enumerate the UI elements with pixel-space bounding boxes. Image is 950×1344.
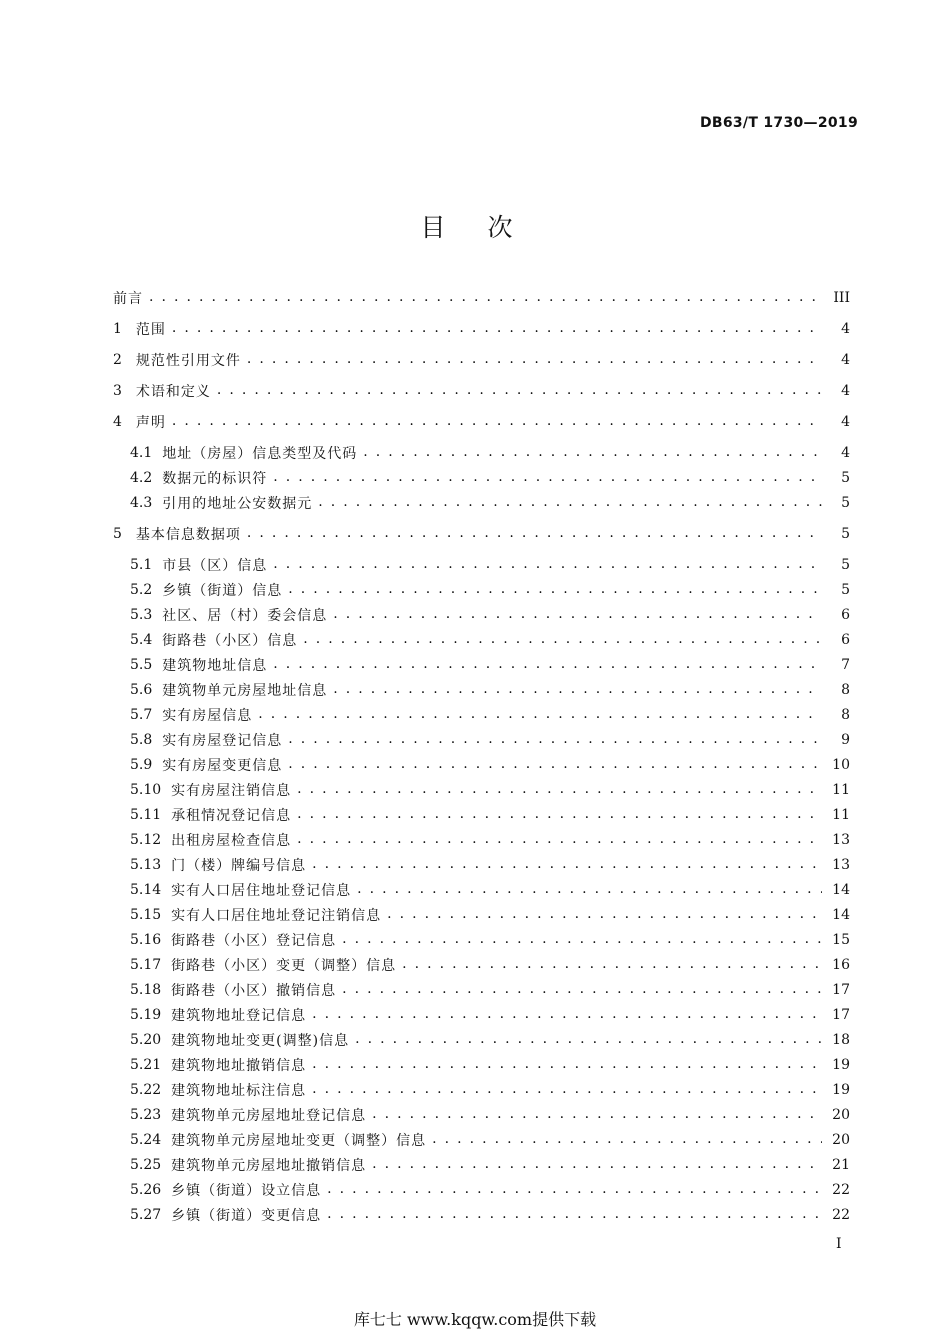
toc-entry-page: 11 [832, 781, 850, 798]
dot-leader [217, 378, 822, 403]
dot-leader [342, 977, 822, 1002]
toc-entry-number: 5.18 [130, 981, 162, 998]
toc-entry-page: 4 [841, 351, 850, 368]
toc-entry-label: 建筑物单元房屋地址信息 [162, 682, 328, 699]
toc-entry-number: 5.22 [130, 1081, 162, 1098]
page-number: I [836, 1236, 842, 1252]
toc-entry[interactable] [113, 1202, 850, 1227]
toc-entry-number: 5.8 [130, 731, 153, 748]
toc-entry[interactable] [113, 777, 850, 802]
toc-entry-label: 前言 [113, 290, 143, 307]
toc-entry-page: III [833, 289, 850, 306]
toc-entry-page: 8 [841, 681, 850, 698]
toc-entry[interactable] [113, 465, 850, 490]
toc-entry-number: 5.21 [130, 1056, 162, 1073]
dot-leader [273, 465, 822, 490]
toc-entry-number: 5.1 [130, 556, 153, 573]
toc-entry[interactable] [113, 977, 850, 1002]
toc-entry-page: 19 [832, 1081, 850, 1098]
toc-entry-label: 街路巷（小区）变更（调整）信息 [171, 957, 397, 974]
toc-entry-number: 5.26 [130, 1181, 162, 1198]
dot-leader [402, 952, 822, 977]
toc-entry-label: 建筑物地址标注信息 [171, 1082, 307, 1099]
dot-leader [288, 752, 822, 777]
dot-leader [363, 440, 822, 465]
toc-entry-number: 5.24 [130, 1131, 162, 1148]
toc-entry-number: 4.1 [130, 444, 153, 461]
toc-entry-label: 实有房屋登记信息 [162, 732, 283, 749]
toc-entry-number: 5.23 [130, 1106, 162, 1123]
dot-leader [318, 490, 822, 515]
toc-entry[interactable] [113, 702, 850, 727]
toc-entry-number: 5.15 [130, 906, 162, 923]
toc-entry[interactable] [113, 490, 850, 515]
toc-entry[interactable] [113, 1177, 850, 1202]
toc-entry-label: 范围 [135, 321, 166, 338]
toc-entry-page: 21 [832, 1156, 850, 1173]
toc-entry-number: 5.11 [130, 806, 162, 823]
dot-leader [372, 1102, 822, 1127]
toc-entry-label: 建筑物单元房屋地址登记信息 [171, 1107, 367, 1124]
toc-entry-label: 基本信息数据项 [135, 526, 241, 543]
toc-entry[interactable] [113, 316, 850, 341]
dot-leader [387, 902, 822, 927]
toc-entry-label: 数据元的标识符 [162, 470, 268, 487]
toc-entry-number: 3 [113, 382, 122, 399]
toc-entry-number: 5.14 [130, 881, 162, 898]
toc-entry-page: 20 [832, 1106, 850, 1123]
toc-entry[interactable] [113, 727, 850, 752]
toc-entry-page: 22 [832, 1206, 850, 1223]
toc-entry-page: 17 [832, 981, 850, 998]
toc-entry-number: 5.9 [130, 756, 153, 773]
toc-entry-number: 5.12 [130, 831, 162, 848]
standard-code: DB63/T 1730—2019 [699, 115, 858, 131]
toc-entry-page: 13 [832, 856, 850, 873]
dot-leader [432, 1127, 822, 1152]
toc-entry[interactable] [113, 440, 850, 465]
toc-entry-number: 4.2 [130, 469, 153, 486]
toc-entry[interactable] [113, 552, 850, 577]
toc-entry-page: 5 [841, 525, 850, 542]
dot-leader [288, 727, 822, 752]
toc-entry-page: 4 [841, 413, 850, 430]
toc-entry-number: 5.16 [130, 931, 162, 948]
toc-entry[interactable] [113, 1027, 850, 1052]
toc-entry-page: 13 [832, 831, 850, 848]
dot-leader [247, 521, 822, 546]
footer-watermark: 库七七 www.kqqw.com提供下载 [353, 1310, 597, 1329]
dot-leader [297, 777, 822, 802]
toc-entry[interactable] [113, 877, 850, 902]
dot-leader [333, 677, 822, 702]
toc-entry-page: 20 [832, 1131, 850, 1148]
toc-entry-label: 承租情况登记信息 [171, 807, 292, 824]
toc-entry-page: 14 [832, 881, 850, 898]
toc-entry-number: 2 [113, 351, 122, 368]
dot-leader [288, 577, 822, 602]
toc-entry-label: 街路巷（小区）登记信息 [171, 932, 337, 949]
toc-entry-number: 1 [113, 320, 122, 337]
toc-entry-number: 5.10 [130, 781, 162, 798]
toc-entry-number: 5.5 [130, 656, 153, 673]
toc-entry-label: 建筑物地址变更(调整)信息 [171, 1032, 350, 1049]
toc-entry[interactable] [113, 577, 850, 602]
dot-leader [312, 1002, 822, 1027]
toc-entry-page: 5 [841, 581, 850, 598]
toc-entry[interactable] [113, 752, 850, 777]
toc-entry-number: 4.3 [130, 494, 153, 511]
table-of-contents [113, 285, 850, 1227]
dot-leader [342, 927, 822, 952]
toc-entry[interactable] [113, 1102, 850, 1127]
dot-leader [149, 285, 822, 310]
toc-entry-number: 5 [113, 525, 122, 542]
toc-entry[interactable] [113, 1052, 850, 1077]
toc-entry-number: 5.17 [130, 956, 162, 973]
toc-entry-label: 建筑物单元房屋地址撤销信息 [171, 1157, 367, 1174]
dot-leader [312, 852, 822, 877]
dot-leader [333, 602, 822, 627]
toc-entry-label: 建筑物地址撤销信息 [171, 1057, 307, 1074]
dot-leader [357, 877, 822, 902]
toc-entry-label: 市县（区）信息 [162, 557, 268, 574]
toc-entry-page: 17 [832, 1006, 850, 1023]
toc-entry-number: 5.25 [130, 1156, 162, 1173]
toc-entry-page: 6 [841, 606, 850, 623]
toc-entry-page: 4 [841, 382, 850, 399]
toc-entry[interactable] [113, 677, 850, 702]
toc-entry-number: 5.4 [130, 631, 153, 648]
dot-leader [312, 1077, 822, 1102]
toc-entry-page: 11 [832, 806, 850, 823]
dot-leader [372, 1152, 822, 1177]
toc-entry-label: 出租房屋检查信息 [171, 832, 292, 849]
toc-entry[interactable] [113, 802, 850, 827]
toc-entry-page: 4 [841, 320, 850, 337]
toc-entry-number: 5.20 [130, 1031, 162, 1048]
toc-entry-page: 9 [841, 731, 850, 748]
toc-entry-number: 5.13 [130, 856, 162, 873]
toc-entry-label: 社区、居（村）委会信息 [162, 607, 328, 624]
toc-entry[interactable] [113, 927, 850, 952]
toc-entry-label: 门（楼）牌编号信息 [171, 857, 307, 874]
toc-entry-number: 5.19 [130, 1006, 162, 1023]
toc-entry[interactable] [113, 902, 850, 927]
toc-entry[interactable] [113, 827, 850, 852]
toc-entry-label: 乡镇（街道）信息 [162, 582, 283, 599]
toc-entry-page: 19 [832, 1056, 850, 1073]
dot-leader [273, 552, 822, 577]
toc-entry[interactable] [113, 378, 850, 403]
toc-entry-label: 实有人口居住地址登记注销信息 [171, 907, 382, 924]
toc-entry-label: 术语和定义 [135, 383, 211, 400]
toc-entry-label: 建筑物地址登记信息 [171, 1007, 307, 1024]
toc-entry-label: 实有房屋变更信息 [162, 757, 283, 774]
dot-leader [247, 347, 822, 372]
toc-entry[interactable] [113, 521, 850, 546]
dot-leader [172, 316, 822, 341]
toc-entry-number: 5.6 [130, 681, 153, 698]
dot-leader [258, 702, 822, 727]
toc-entry-page: 7 [841, 656, 850, 673]
dot-leader [303, 627, 822, 652]
toc-entry-label: 街路巷（小区）信息 [162, 632, 298, 649]
toc-entry[interactable] [113, 1152, 850, 1177]
toc-entry-label: 建筑物单元房屋地址变更（调整）信息 [171, 1132, 427, 1149]
toc-entry-label: 声明 [135, 414, 166, 431]
toc-entry[interactable] [113, 1002, 850, 1027]
toc-entry-number: 5.27 [130, 1206, 162, 1223]
toc-entry[interactable] [113, 952, 850, 977]
page-title: 目次 [420, 213, 555, 242]
toc-entry-label: 实有房屋信息 [162, 707, 253, 724]
toc-entry-label: 实有人口居住地址登记信息 [171, 882, 352, 899]
toc-entry[interactable] [113, 1127, 850, 1152]
toc-entry-page: 8 [841, 706, 850, 723]
toc-entry-page: 16 [832, 956, 850, 973]
toc-entry-label: 引用的地址公安数据元 [162, 495, 313, 512]
toc-entry-label: 乡镇（街道）变更信息 [171, 1207, 322, 1224]
dot-leader [355, 1027, 822, 1052]
toc-entry[interactable] [113, 285, 850, 310]
toc-entry[interactable] [113, 1077, 850, 1102]
toc-entry[interactable] [113, 602, 850, 627]
toc-entry[interactable] [113, 852, 850, 877]
toc-entry-label: 规范性引用文件 [135, 352, 241, 369]
toc-entry[interactable] [113, 409, 850, 434]
toc-entry-page: 4 [841, 444, 850, 461]
toc-entry-number: 5.3 [130, 606, 153, 623]
toc-entry-number: 5.2 [130, 581, 153, 598]
toc-entry-page: 22 [832, 1181, 850, 1198]
toc-entry-page: 14 [832, 906, 850, 923]
dot-leader [172, 409, 822, 434]
toc-entry-label: 乡镇（街道）设立信息 [171, 1182, 322, 1199]
toc-entry-page: 5 [841, 469, 850, 486]
toc-entry-page: 5 [841, 494, 850, 511]
toc-entry-page: 15 [832, 931, 850, 948]
toc-entry[interactable] [113, 347, 850, 372]
dot-leader [297, 802, 822, 827]
dot-leader [273, 652, 822, 677]
toc-entry[interactable] [113, 627, 850, 652]
toc-entry-number: 5.7 [130, 706, 153, 723]
toc-entry-label: 建筑物地址信息 [162, 657, 268, 674]
toc-entry-label: 实有房屋注销信息 [171, 782, 292, 799]
toc-entry-page: 5 [841, 556, 850, 573]
toc-entry-page: 6 [841, 631, 850, 648]
dot-leader [312, 1052, 822, 1077]
toc-entry[interactable] [113, 652, 850, 677]
dot-leader [327, 1177, 822, 1202]
toc-entry-number: 4 [113, 413, 122, 430]
toc-entry-page: 18 [832, 1031, 850, 1048]
toc-entry-page: 10 [832, 756, 850, 773]
dot-leader [327, 1202, 822, 1227]
toc-entry-label: 街路巷（小区）撤销信息 [171, 982, 337, 999]
toc-entry-label: 地址（房屋）信息类型及代码 [162, 445, 358, 462]
dot-leader [297, 827, 822, 852]
